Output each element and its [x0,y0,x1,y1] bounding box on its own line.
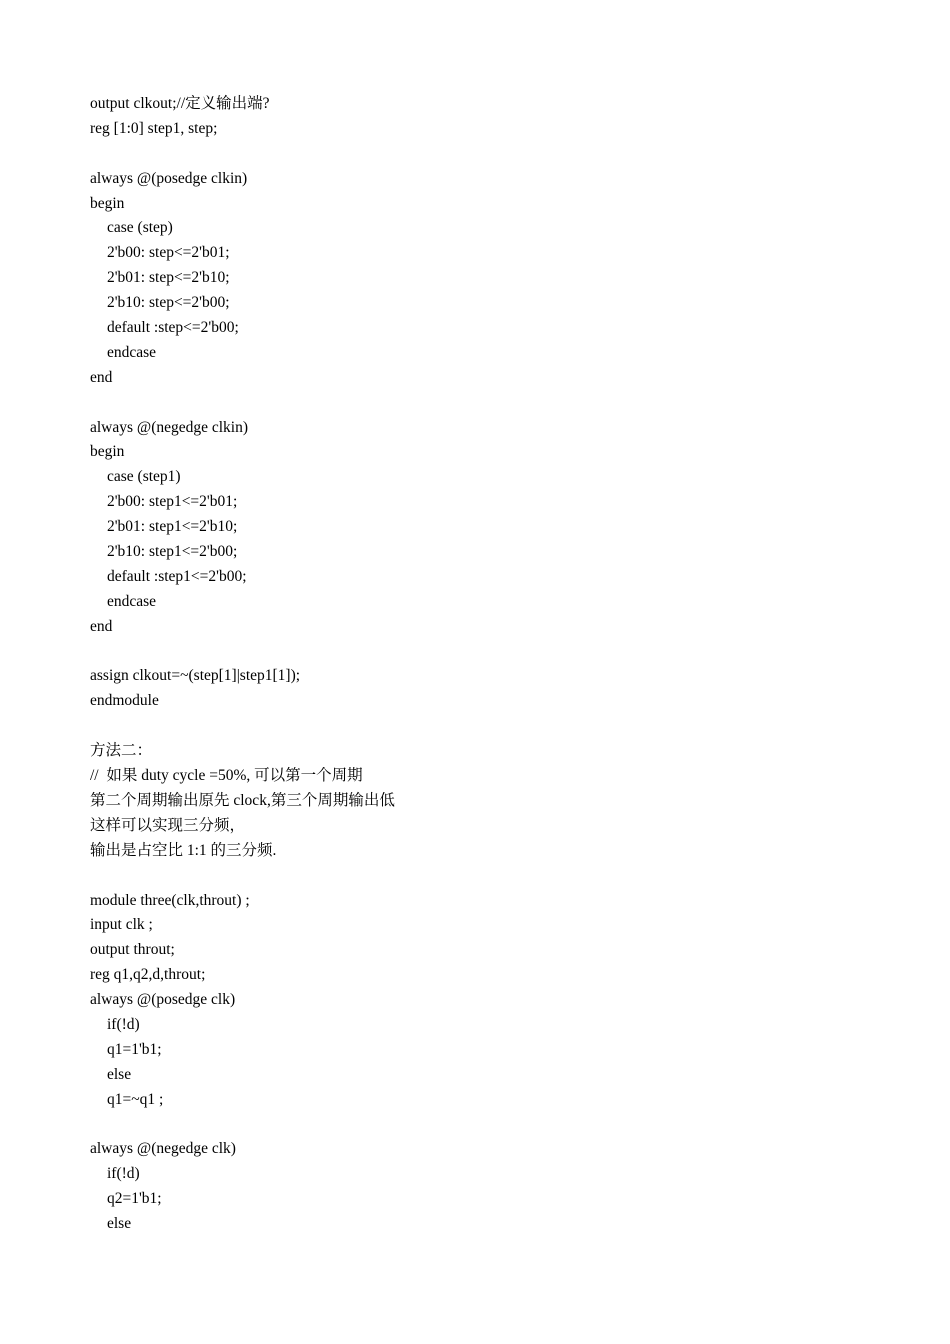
text-line: always @(negedge clk) [90,1140,236,1158]
text-line: reg q1,q2,d,throut; [90,966,206,984]
blank-line [90,1113,910,1138]
text-line: 2'b00: step1<=2'b01; [107,493,238,511]
text-line: endmodule [90,692,159,710]
text-line: q2=1'b1; [107,1190,162,1208]
text-line: else [107,1065,132,1083]
text-line: default :step<=2'b00; [107,319,239,337]
text-line: 方法二： [90,742,153,760]
text-line: end [90,368,113,386]
text-line: q1=~q1 ; [107,1090,164,1108]
text-line: assign clkout=~(step[1]|step1[1]); [90,667,301,685]
text-line: endcase [107,343,157,361]
text-line: 第二个周期输出原先 clock,第三个周期输出低 [90,791,395,809]
text-line: if(!d) [107,1165,140,1183]
blank-line [90,142,910,167]
text-line: q1=1'b1; [107,1040,162,1058]
blank-line [90,714,910,739]
text-line: endcase [107,592,157,610]
blank-line [90,864,910,889]
text-line: 2'b10: step1<=2'b00; [107,543,238,561]
text-line: begin [90,194,125,212]
text-line: 2'b00: step<=2'b01; [107,244,230,262]
text-line: begin [90,443,125,461]
text-line: // 如果 duty cycle =50%, 可以第一个周期 [90,767,363,785]
text-line: if(!d) [107,1015,140,1033]
text-line: always @(posedge clk) [90,991,236,1009]
text-line: output clkout;//定义输出端? [90,95,270,112]
text-line: case (step1) [107,468,181,486]
text-line: 这样可以实现三分频， [90,816,246,834]
text-line: input clk ; [90,916,153,934]
text-line: always @(posedge clkin) [90,169,248,187]
text-line: end [90,617,113,635]
blank-line [90,640,910,665]
text-line: 2'b01: step1<=2'b10; [107,518,238,536]
text-line: module three(clk,throut) ; [90,891,250,909]
text-line: 2'b10: step<=2'b00; [107,294,230,312]
text-line: 输出是占空比 1:1 的三分频. [90,841,277,859]
text-line: default :step1<=2'b00; [107,567,247,585]
text-line: else [107,1215,132,1233]
text-line: case (step) [107,219,173,237]
text-line: output throut; [90,941,175,959]
text-line: 2'b01: step<=2'b10; [107,269,230,287]
text-line: reg [1:0] step1, step; [90,119,218,137]
code-text-block [90,92,910,1237]
blank-line [90,391,910,416]
text-line: always @(negedge clkin) [90,418,249,436]
